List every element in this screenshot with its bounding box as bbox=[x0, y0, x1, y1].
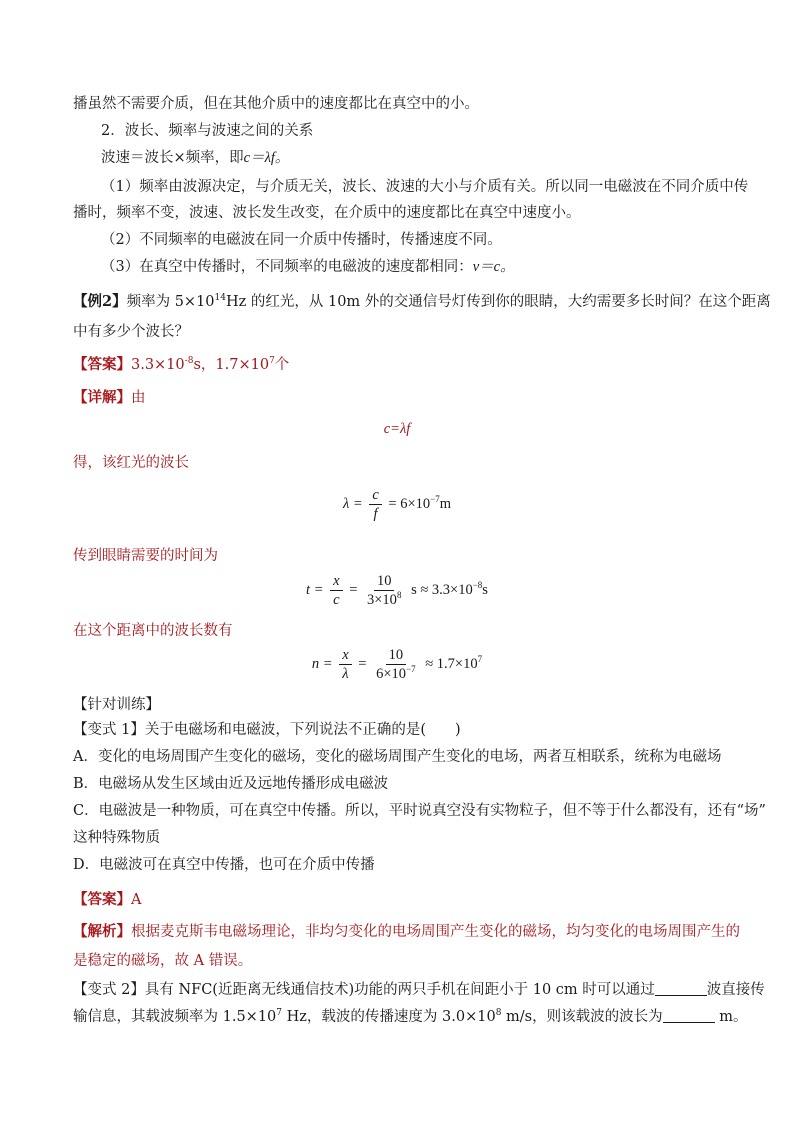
example-2-question-cont: 中有多少个波长？ bbox=[73, 324, 189, 340]
equation-lambda: λ = $\frac{c}{f}$ = $6\times 10^{-7}m$ bbox=[343, 487, 451, 522]
answer-2: 【答案】A bbox=[73, 891, 142, 908]
paragraph-line: （2）不同频率的电磁波在同一介质中传播时，传播速度不同。 bbox=[101, 232, 502, 248]
equation-time: t = $\frac{x}{c}$ = $\frac{10}{3\times 10^8}$ $s \approx 3.3\times 10^{-8}s$ bbox=[306, 573, 488, 608]
paragraph-line: 播虽然不需要介质，但在其他介质中的速度都比在真空中的小。 bbox=[73, 96, 479, 112]
paragraph-line: 波速＝波长×频率，即c＝λf。 bbox=[101, 150, 290, 166]
variant-2-question: 【变式 2】具有 NFC(近距离无线通信技术)功能的两只手机在间距小于 10 cm 时可以通过 波直接传 bbox=[73, 982, 765, 998]
variant-2-question-cont: 输信息，其载波频率为 $1.5\times 10^7$ Hz，载波的传播速度为 $3.0\times 10^8$ m/s，则该载波的波长为 m。 bbox=[73, 1008, 748, 1025]
option-b: B．电磁场从发生区域由近及远地传播形成电磁波 bbox=[73, 776, 389, 792]
section-heading: 2．波长、频率与波速之间的关系 bbox=[101, 123, 314, 139]
option-c: C．电磁波是一种物质，可在真空中传播。所以，平时说真空没有实物粒子，但不等于什么都没有，还有“场” bbox=[73, 803, 766, 819]
detail-label: 【详解】由 bbox=[73, 389, 146, 406]
training-heading: 【针对训练】 bbox=[73, 697, 160, 713]
count-intro: 在这个距离中的波长数有 bbox=[73, 623, 233, 639]
option-d: D．电磁波可在真空中传播，也可在介质中传播 bbox=[73, 857, 375, 873]
wavelength-intro: 得，该红光的波长 bbox=[73, 455, 189, 471]
paragraph-line: 播时，频率不变，波速、波长发生改变，在介质中的速度都比在真空中速度小。 bbox=[73, 205, 581, 221]
time-intro: 传到眼睛需要的时间为 bbox=[73, 548, 218, 564]
equation-c-lambda-f: c=λf bbox=[383, 421, 411, 437]
paragraph-line: （1）频率由波源决定，与介质无关，波长、波速的大小与介质有关。所以同一电磁波在不同介质中传 bbox=[101, 179, 749, 195]
answer-blank[interactable] bbox=[655, 981, 707, 996]
answer-1: 【答案】$3.3\times 10^{-8}s$，$1.7\times 10^7$个 bbox=[73, 356, 290, 373]
option-c-cont: 这种特殊物质 bbox=[73, 830, 160, 846]
equation-n: n = $\frac{x}{\lambda}$ = $\frac{10}{6\times 10^{-7}}$ ≈ $1.7\times 10^7$ bbox=[311, 647, 483, 682]
variant-1-question: 【变式 1】关于电磁场和电磁波，下列说法不正确的是( ) bbox=[73, 722, 461, 738]
analysis: 【解析】根据麦克斯韦电磁场理论，非均匀变化的电场周围产生变化的磁场，均匀变化的电场周围产生的 bbox=[73, 923, 740, 940]
example-2-question: 【例2】频率为 $5\times 10^{14}Hz$ 的红光，从 10m 外的交通信号灯传到你的眼睛，大约需要多长时间？在这个距离 bbox=[73, 293, 771, 310]
paragraph-line: （3）在真空中传播时，不同频率的电磁波的速度都相同：v＝c。 bbox=[101, 259, 515, 275]
option-a: A．变化的电场周围产生变化的磁场，变化的磁场周围产生变化的电场，两者互相联系，统称为电磁场 bbox=[73, 749, 722, 765]
analysis-cont: 是稳定的磁场，故 A 错误。 bbox=[73, 953, 253, 969]
answer-blank[interactable] bbox=[663, 1008, 715, 1023]
